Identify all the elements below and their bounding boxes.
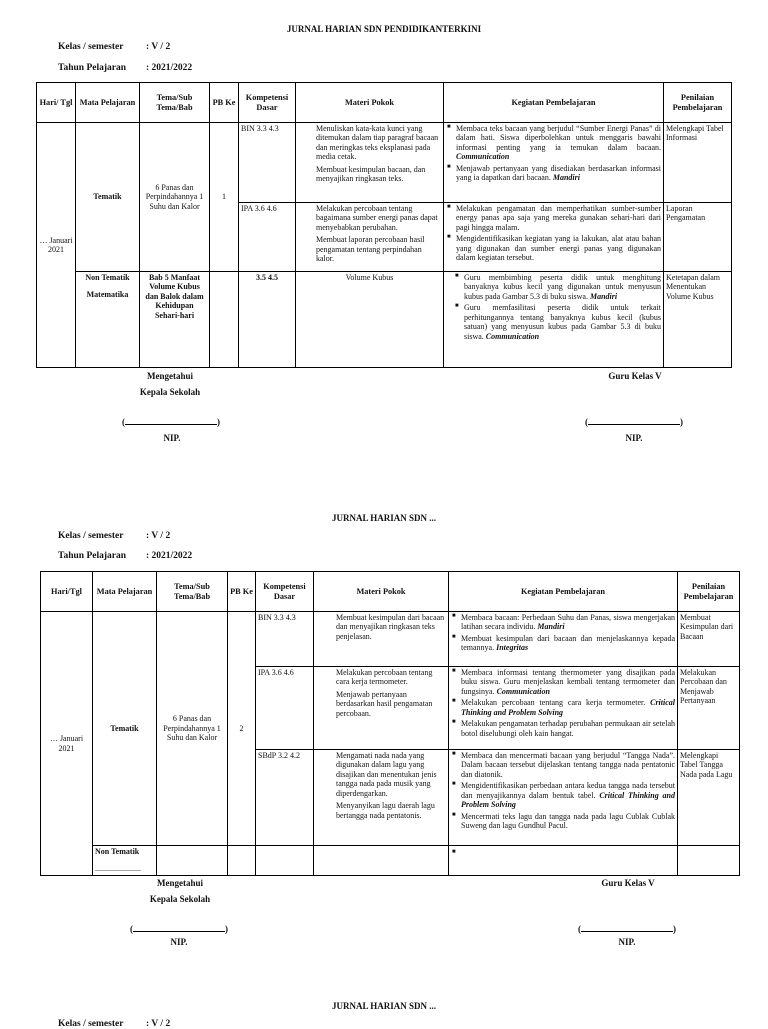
header-hari: Hari/Tgl: [41, 572, 93, 612]
jurnal-3-title: JURNAL HARIAN SDN ...: [331, 1001, 436, 1011]
cell-penilaian: Laporan Pengamatan: [664, 203, 732, 272]
tahun-pelajaran-label: Tahun Pelajaran: [58, 551, 127, 561]
cell-pb-empty: [210, 272, 239, 368]
tahun-pelajaran-label: Tahun Pelajaran: [58, 63, 127, 73]
guru-kelas-label: Guru Kelas V: [601, 878, 655, 888]
kepala-signature-line: ( ): [130, 924, 228, 934]
kegiatan-item: ■ Guru memfasilitasi peserta didik untuk terkait perhitungannya tentang banyaknya kubus kecil (kubus satuan) yang menyusun kubus pada Gambar 5.3 di buku siswa. Communication: [464, 303, 661, 341]
cell-kegiatan: [449, 667, 678, 750]
cell-tema: 6 Panas dan Perpindahannya 1 Suhu dan Kalor: [140, 123, 210, 272]
cell-materi: [314, 667, 449, 750]
header-penilaian: Penilaian Pembelajaran: [664, 83, 732, 123]
kegiatan-item: ■ Membuat kesimpulan dari bacaan dan menjelaskannya kepada temannya. Integritas: [461, 634, 675, 653]
jurnal-2-table: [40, 571, 740, 876]
cell-kd: SBdP 3.2 4.2: [256, 750, 314, 846]
cell-kd: 3.5 4.5: [239, 272, 296, 368]
materi-item: Mengamati nada nada yang digunakan dalam lagu yang disajikan dan menentukan jenis tangga nada pada musik yang diperdengarkan.: [336, 751, 437, 798]
kelas-semester-value: : V / 2: [146, 531, 171, 541]
cell-kd: BIN 3.3 4.3: [256, 612, 314, 667]
table-header-row: [37, 83, 732, 123]
non-tematik-label: Non Tematik: [85, 273, 130, 282]
cell-empty: [228, 846, 256, 876]
cell-hari: … Januari 2021: [41, 612, 93, 876]
kegiatan-item: ■ Mengidentifikasikan kegiatan yang ia lakukan, alat atau bahan yang digunakan dan sumber energi panas yang digunakan dalam kegiatan tersebut.: [456, 234, 661, 262]
header-tema: Tema/Sub Tema/Bab: [157, 572, 228, 612]
kegiatan-item: ■ Membaca informasi tentang thermometer yang disajikan pada buku siswa. Guru menjelaskan kembali tentang termometer dan fungsinya. Communication: [461, 668, 675, 696]
cell-empty: [256, 846, 314, 876]
table-row: [37, 123, 732, 203]
materi-item: Membuat kesimpulan bacaan, dan menyajikan ringkasan teks.: [316, 164, 426, 184]
materi-item: Membuat laporan percobaan hasil pengamatan tentang perpindahan kalor.: [316, 235, 425, 264]
cell-penilaian: Ketetapan dalam Menentukan Volume Kubus: [664, 272, 732, 368]
guru-kelas-label: Guru Kelas V: [608, 371, 662, 381]
kegiatan-item: ■ Melakukan percobaan tentang cara kerja termometer. Critical Thinking and Problem Solving: [461, 698, 675, 717]
kelas-semester-value: : V / 2: [146, 42, 171, 52]
materi-item: Menuliskan kata-kata kunci yang ditemukan dalam tiap paragraf bacaan dan meringkas teks eksplanasi pada media cetak.: [316, 124, 439, 162]
cell-penilaian: Melakukan Percobaan dan Menjawab Pertanyaan: [678, 667, 740, 750]
kepala-nip-label: NIP.: [163, 433, 181, 443]
header-pb: PB Ke: [228, 572, 256, 612]
cell-hari: … Januari 2021: [37, 123, 76, 368]
cell-kegiatan: [444, 203, 664, 272]
cell-kegiatan: [444, 272, 664, 368]
materi-item: Melakukan percobaan tentang cara kerja termometer.: [336, 668, 433, 687]
cell-materi: Volume Kubus: [296, 272, 444, 368]
kegiatan-item: ■ Mencermati teks lagu dan tangga nada pada lagu Cublak Cublak Suweng dan lagu Gundhul Pacul.: [461, 812, 675, 831]
cell-kegiatan: [449, 612, 678, 667]
cell-tema: 6 Panas dan Perpindahannya 1 Suhu dan Kalor: [157, 612, 228, 846]
guru-nip-label: NIP.: [625, 433, 643, 443]
cell-empty: [157, 846, 228, 876]
kegiatan-item: ■ Melakukan pengamatan terhadap perubahan permukaan air setelah botol diselubungi oleh kain hangat.: [461, 719, 675, 738]
materi-item: Membuat kesimpulan dari bacaan dan menyajikan ringkasan teks penjelasan.: [336, 613, 445, 641]
materi-item: Melakukan percobaan tentang bagaimana sumber energi panas dapat menyebabkan perubahan.: [316, 204, 438, 232]
mengetahui-label: Mengetahui: [147, 371, 193, 381]
table-header-row: [41, 572, 740, 612]
cell-kegiatan: [449, 750, 678, 846]
kepala-signature-line: ( ): [122, 417, 220, 427]
cell-materi: [296, 123, 444, 203]
jurnal-1-title: JURNAL HARIAN SDN PENDIDIKANTERKINI: [286, 24, 482, 34]
header-kd: Kompetensi Dasar: [239, 83, 296, 123]
cell-penilaian: Melengkapi Tabel Tangga Nada pada Lagu: [678, 750, 740, 846]
cell-mapel: Tematik: [93, 612, 157, 846]
header-mapel: Mata Pelajaran: [93, 572, 157, 612]
non-tematik-label: Non Tematik: [95, 847, 140, 856]
cell-pb: 2: [228, 612, 256, 846]
kepala-sekolah-label: Kepala Sekolah: [139, 387, 201, 397]
cell-materi: [314, 750, 449, 846]
kelas-semester-label: Kelas / semester: [58, 1019, 124, 1029]
header-penilaian: Penilaian Pembelajaran: [678, 572, 740, 612]
cell-kd: BIN 3.3 4.3: [239, 123, 296, 203]
cell-non-tematik: [93, 846, 157, 876]
header-kegiatan: Kegiatan Pembelajaran: [444, 83, 664, 123]
cell-kegiatan: [444, 123, 664, 203]
kegiatan-item: ■ Melakukan pengamatan dan memperhatikan sumber-sumber energy panas apa saja yang mereka gunakan sehari-hari dari pagi hingga malam.: [456, 204, 661, 232]
mengetahui-label: Mengetahui: [157, 878, 203, 888]
cell-materi: [314, 612, 449, 667]
materi-item: Menjawab pertanyaan berdasarkan hasil pengamatan percobaan.: [336, 689, 433, 718]
header-mapel: Mata Pelajaran: [76, 83, 140, 123]
jurnal-1-table: [36, 82, 732, 368]
header-materi: Materi Pokok: [314, 572, 449, 612]
table-row-non-tematik: [41, 846, 740, 876]
jurnal-2-title: JURNAL HARIAN SDN ...: [331, 513, 436, 523]
header-kegiatan: Kegiatan Pembelajaran: [449, 572, 678, 612]
non-tematik-dots: .......................: [95, 864, 141, 874]
cell-materi: [296, 203, 444, 272]
guru-signature-line: ( ): [585, 417, 683, 427]
kegiatan-item: ■ Membaca teks bacaan yang berjudul “Sumber Energi Panas” di dalam hati. Siswa diperbolehkan untuk menggaris bawahi informasi penting yang ia temukan dalam bacaan. Communication: [456, 124, 661, 162]
cell-kd: IPA 3.6 4.6: [239, 203, 296, 272]
guru-signature-line: ( ): [578, 924, 676, 934]
kegiatan-item: ■ Guru membimbing peserta didik untuk menghitung banyaknya kubus kecil yang digunakan untuk menyusun kubus pada Gambar 5.3 di buku siswa. Mandiri: [464, 273, 661, 301]
table-row-non-tematik: [37, 272, 732, 368]
non-tematik-mapel: Matematika: [86, 290, 129, 300]
materi-item: Menyanyikan lagu daerah lagu bertangga nada pentatonis.: [336, 801, 435, 820]
header-pb: PB Ke: [210, 83, 239, 123]
cell-kegiatan: [449, 846, 678, 876]
cell-mapel: Tematik: [76, 123, 140, 272]
kepala-nip-label: NIP.: [170, 937, 188, 947]
tahun-pelajaran-value: : 2021/2022: [146, 63, 193, 73]
header-kd: Kompetensi Dasar: [256, 572, 314, 612]
guru-nip-label: NIP.: [618, 937, 636, 947]
cell-kd: IPA 3.6 4.6: [256, 667, 314, 750]
kepala-sekolah-label: Kepala Sekolah: [149, 894, 211, 904]
kelas-semester-value: : V / 2: [146, 1019, 171, 1029]
header-materi: Materi Pokok: [296, 83, 444, 123]
kelas-semester-label: Kelas / semester: [58, 531, 124, 541]
kegiatan-item: ■ Membaca bacaan: Perbedaan Suhu dan Panas, siswa mengerjakan latihan secara individu. Mandiri: [461, 613, 675, 632]
table-row: [41, 612, 740, 667]
kegiatan-item: ■ Mengidentifikasikan perbedaan antara kedua tangga nada tersebut dan menyajikannya dalam bentuk tabel. Critical Thinking and Problem Solving: [461, 781, 675, 809]
header-tema: Tema/Sub Tema/Bab: [140, 83, 210, 123]
cell-penilaian: Melengkapi Tabel Informasi: [664, 123, 732, 203]
cell-penilaian: Membuat Kesimpulan dari Bacaan: [678, 612, 740, 667]
header-hari: Hari/ Tgl: [37, 83, 76, 123]
cell-empty: [678, 846, 740, 876]
tahun-pelajaran-value: : 2021/2022: [146, 551, 193, 561]
cell-pb: 1: [210, 123, 239, 272]
cell-bab: Bab 5 Manfaat Volume Kubus dan Balok dalam Kehidupan Sehari-hari: [140, 272, 210, 368]
cell-empty: [314, 846, 449, 876]
kegiatan-item: ■ Membaca dan mencermati bacaan yang berjudul “Tangga Nada”. Dalam bacaan tersebut dijelaskan tentang tangga nada pentatonic dan diatonik.: [461, 751, 675, 779]
kelas-semester-label: Kelas / semester: [58, 42, 124, 52]
cell-non-tematik: [76, 272, 140, 368]
kegiatan-item: ■ Menjawab pertanyaan yang disediakan berdasarkan informasi yang ia dapatkan dari bacaan. Mandiri: [456, 164, 661, 183]
